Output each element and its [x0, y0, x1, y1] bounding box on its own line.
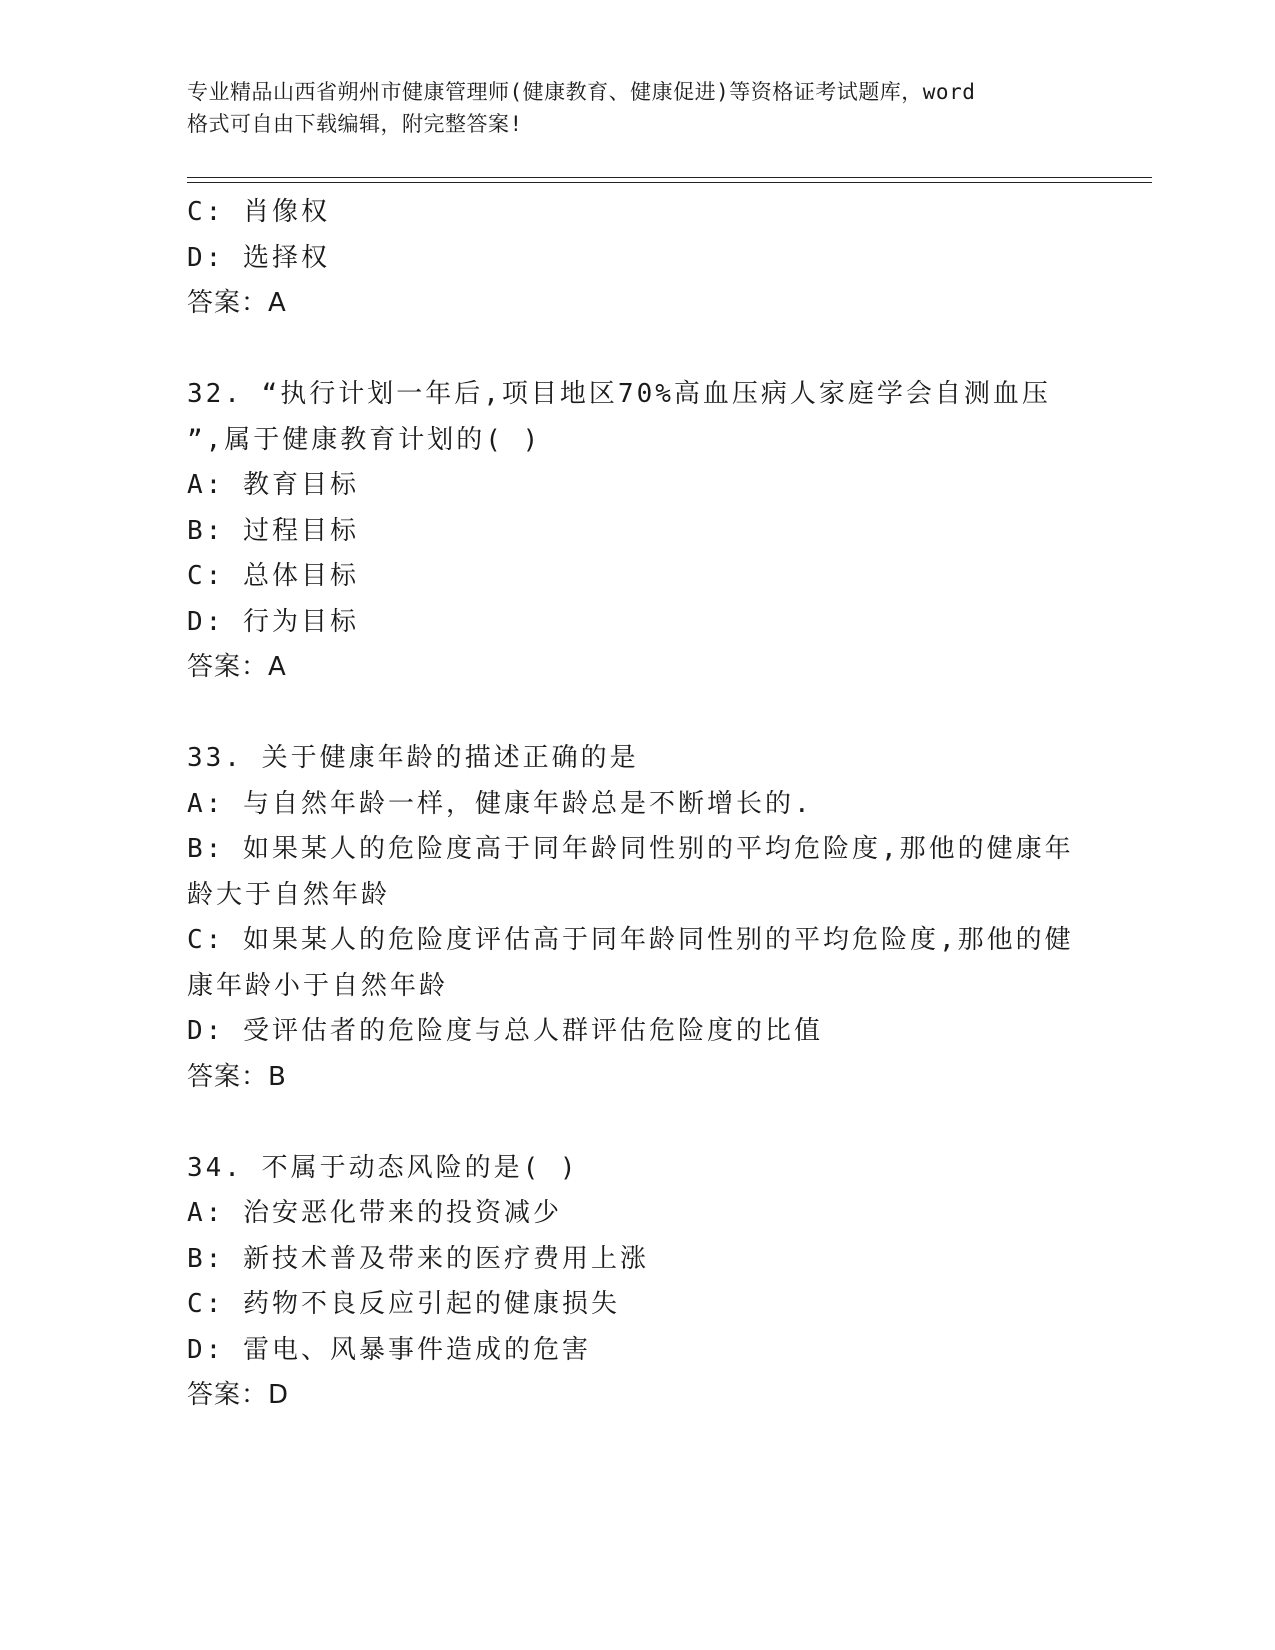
q34-option-d: D: 雷电、风暴事件造成的危害 [187, 1334, 591, 1365]
header-line-1: 专业精品山西省朔州市健康管理师(健康教育、健康促进)等资格证考试题库，word [187, 80, 976, 104]
q32-option-a: A: 教育目标 [187, 470, 359, 500]
q33-option-c-line-1: C: 如果某人的危险度评估高于同年龄同性别的平均危险度,那他的健 [187, 925, 1074, 955]
question-34-block [187, 1146, 1087, 1419]
q32-answer: 答案：A [187, 652, 287, 682]
q33-answer: 答案：B [187, 1061, 287, 1092]
q34-answer: 答案：D [187, 1380, 290, 1410]
question-31-block [187, 190, 1087, 327]
question-content [187, 190, 1087, 1419]
spacer [187, 327, 1087, 373]
spacer [187, 691, 1087, 737]
q33-option-b-line-2: 龄大于自然年龄 [187, 879, 391, 910]
q31-option-d: D: 选择权 [187, 242, 330, 273]
q33-option-c-line-2: 康年龄小于自然年龄 [187, 970, 449, 1001]
question-32-block [187, 372, 1087, 691]
q32-option-b: B: 过程目标 [187, 515, 359, 546]
q34-stem: 34. 不属于动态风险的是( ) [187, 1152, 579, 1183]
q32-option-d: D: 行为目标 [187, 606, 359, 637]
spacer [187, 1100, 1087, 1146]
q33-stem: 33. 关于健康年龄的描述正确的是 [187, 743, 639, 773]
q32-option-c: C: 总体目标 [187, 561, 359, 591]
header-divider-top [187, 177, 1152, 178]
q34-option-b: B: 新技术普及带来的医疗费用上涨 [187, 1243, 649, 1274]
q33-option-b-line-1: B: 如果某人的危险度高于同年龄同性别的平均危险度,那他的健康年 [187, 834, 1074, 864]
q34-option-c: C: 药物不良反应引起的健康损失 [187, 1289, 620, 1319]
page-header [187, 76, 1087, 140]
header-line-2: 格式可自由下载编辑，附完整答案! [187, 112, 523, 136]
q33-option-a: A: 与自然年龄一样，健康年龄总是不断增长的. [187, 788, 813, 819]
q32-stem-line-2: ”,属于健康教育计划的( ) [187, 424, 542, 455]
q31-option-c: C: 肖像权 [187, 197, 330, 227]
question-33-block [187, 736, 1087, 1100]
q33-option-d: D: 受评估者的危险度与总人群评估危险度的比值 [187, 1016, 823, 1046]
q34-option-a: A: 治安恶化带来的投资减少 [187, 1198, 562, 1228]
q32-stem-line-1: 32. “执行计划一年后,项目地区70%高血压病人家庭学会自测血压 [187, 379, 1051, 409]
header-divider-bottom [187, 182, 1152, 183]
q31-answer: 答案：A [187, 288, 287, 318]
